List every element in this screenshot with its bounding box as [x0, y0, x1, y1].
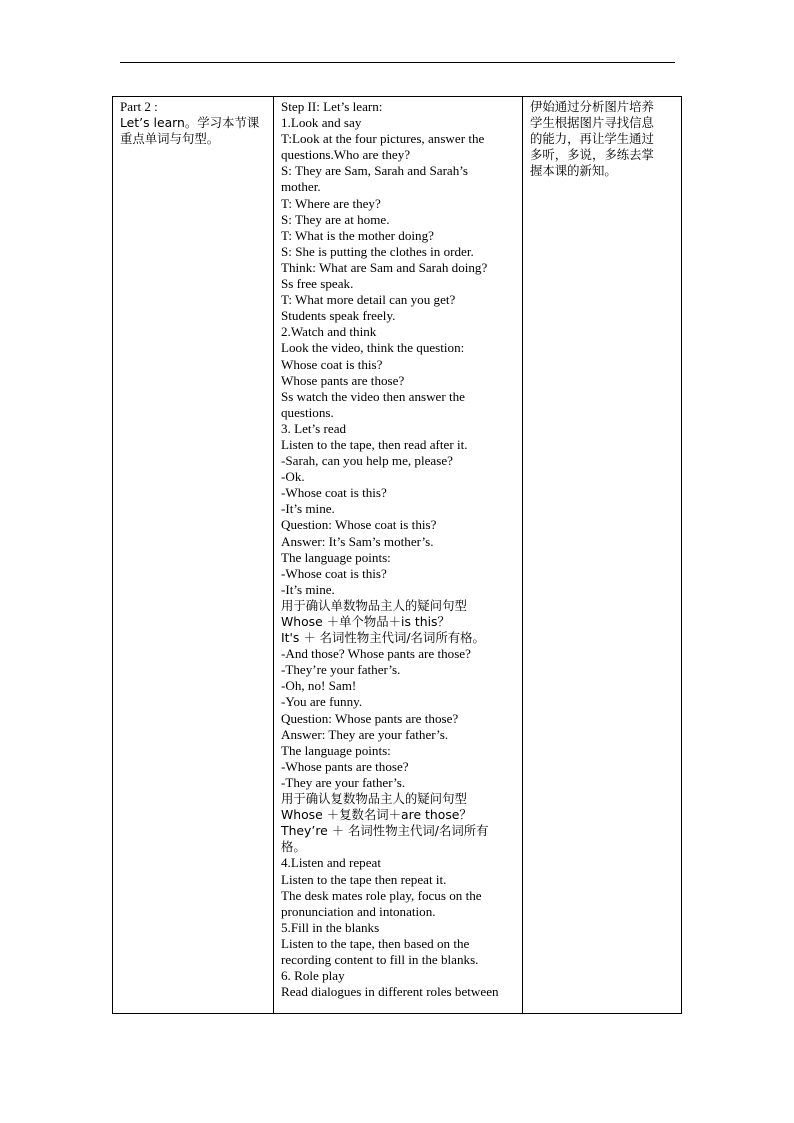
step-line: -Oh, no! Sam!	[281, 678, 357, 694]
step-line: S: She is putting the clothes in order.	[281, 243, 474, 259]
step-line: S: They are at home.	[281, 211, 390, 227]
step-line: T: What more detail can you get?	[281, 292, 456, 308]
step-line: 5.Fill in the blanks	[281, 919, 380, 935]
part-description-line: 重点单词与句型。	[120, 131, 220, 147]
step-line: The language points:	[281, 742, 391, 758]
step-line: -Whose coat is this?	[281, 485, 387, 501]
step-line: -They’re your father’s.	[281, 662, 401, 678]
step-line: 1.Look and say	[281, 115, 362, 131]
step-line: 6. Role play	[281, 968, 345, 984]
step-line: Whose pants are those?	[281, 372, 405, 388]
step-line: -Whose pants are those?	[281, 758, 409, 774]
step-line: recording content to fill in the blanks.	[281, 951, 479, 967]
step-line: Listen to the tape, then read after it.	[281, 436, 468, 452]
step-line: S: They are Sam, Sarah and Sarah’s	[281, 163, 469, 179]
step-line: Look the video, think the question:	[281, 340, 465, 356]
part-title: Part 2 :	[120, 99, 158, 114]
step-line: Students speak freely.	[281, 308, 396, 324]
lesson-plan-table	[112, 96, 682, 1014]
step-content	[281, 99, 516, 1000]
step-line: pronunciation and intonation.	[281, 903, 436, 919]
purpose-line: 多听，多说，多练去掌	[530, 147, 654, 163]
step-line: -And those? Whose pants are those?	[281, 646, 471, 662]
step-line: mother.	[281, 179, 321, 195]
step-line: They’re ＋ 名词性物主代词/名词所有	[281, 823, 489, 839]
step-line: Think: What are Sam and Sarah doing?	[281, 259, 488, 275]
step-line: -They are your father’s.	[281, 774, 406, 790]
part-cell	[113, 97, 274, 1014]
step-line: Ss watch the video then answer the	[281, 388, 465, 404]
step-line: Listen to the tape then repeat it.	[281, 871, 447, 887]
table-row	[113, 97, 682, 1014]
step-line: 用于确认复数物品主人的疑问句型	[281, 791, 467, 807]
step-line: Question: Whose pants are those?	[281, 710, 459, 726]
step-line: -Sarah, can you help me, please?	[281, 453, 453, 469]
purpose-cell	[523, 97, 682, 1014]
step-line: It's ＋ 名词性物主代词/名词所有格。	[281, 630, 485, 646]
purpose-line: 伊始通过分析图片培养	[530, 99, 654, 114]
step-line: Answer: They are your father’s.	[281, 726, 449, 742]
step-line: -Ok.	[281, 469, 305, 485]
step-line: Whose ＋单个物品＋is this？	[281, 614, 450, 629]
step-line: Ss free speak.	[281, 276, 354, 292]
part-description-line: Let’s learn。学习本节课	[120, 115, 260, 131]
step-line: Step II: Let’s learn:	[281, 99, 383, 114]
step-line: The desk mates role play, focus on the	[281, 887, 482, 903]
step-line: Question: Whose coat is this?	[281, 517, 437, 533]
part-description	[120, 115, 267, 147]
step-line: 3. Let’s read	[281, 420, 347, 436]
step-line: T:Look at the four pictures, answer the	[281, 131, 485, 147]
purpose-line: 握本课的新知。	[530, 163, 617, 179]
step-line: Whose coat is this?	[281, 356, 383, 372]
step-line: 2.Watch and think	[281, 324, 377, 340]
step-line: -Whose coat is this?	[281, 565, 387, 581]
step-line: 用于确认单数物品主人的疑问句型	[281, 597, 467, 613]
step-line: Listen to the tape, then based on the	[281, 935, 470, 951]
step-line: T: Where are they?	[281, 195, 381, 211]
purpose-content	[530, 99, 675, 179]
step-line: questions.	[281, 404, 334, 420]
step-line: -It’s mine.	[281, 501, 335, 517]
step-line: 格。	[281, 839, 306, 855]
step-line: 4.Listen and repeat	[281, 855, 381, 871]
step-line: questions.Who are they?	[281, 147, 411, 163]
step-line: -You are funny.	[281, 694, 363, 710]
step-line: Whose ＋复数名词＋are those？	[281, 807, 472, 823]
step-line: Answer: It’s Sam’s mother’s.	[281, 533, 434, 549]
step-line: Read dialogues in different roles between	[281, 984, 499, 1000]
header-rule	[120, 62, 675, 63]
purpose-line: 的能力，再让学生通过	[530, 131, 654, 147]
purpose-line: 学生根据图片寻找信息	[530, 115, 654, 131]
step-cell	[274, 97, 523, 1014]
step-line: -It’s mine.	[281, 581, 335, 597]
step-line: The language points:	[281, 549, 391, 565]
step-line: T: What is the mother doing?	[281, 227, 434, 243]
